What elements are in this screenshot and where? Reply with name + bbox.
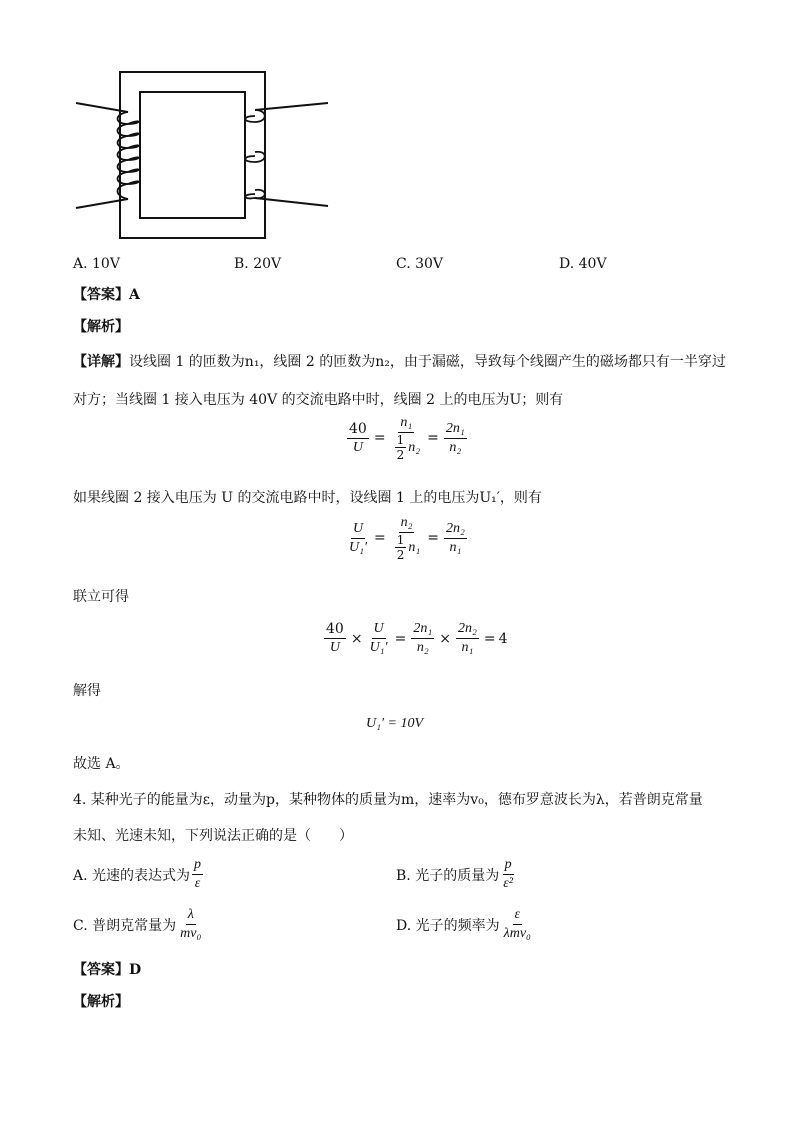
q4-option-c-label: C. 普朗克常量为: [73, 917, 177, 934]
q3-detail-line2: 对方；当线圈 1 接入电压为 40V 的交流电路中时，线圈 2 上的电压为U；则有: [73, 392, 564, 408]
eq2-half-den: 2: [396, 548, 405, 562]
detail-tag: 【详解】: [73, 354, 129, 370]
eq3-c-num: 2n₁: [411, 620, 434, 639]
eq3-b-num: U: [372, 620, 386, 639]
q3-option-c: C. 30V: [396, 256, 444, 272]
eq1-mid-den-n: n₂: [408, 439, 421, 455]
eq1-half-num: 1: [396, 433, 405, 447]
core-outer: [120, 72, 265, 238]
equation-3: $\frac{40}{U}$ × $\frac{U}{\text{U₁′}}$ = $\frac{\text{2n₁}}{\text{n₂}}$ × $\frac{\text{2n₂}}{\text{n₁}}$ = 4: [326, 621, 508, 655]
q4-line1: 4. 某种光子的能量为ε，动量为p，某种物体的质量为m，速率为v₀，德布罗意波长为λ，若普朗克常量: [73, 792, 703, 808]
eq3-d-den: n₁: [461, 640, 474, 655]
eq2-rhs-den: n₁: [449, 539, 462, 555]
q3-detail-line1: [73, 352, 726, 372]
q3-choose: 故选 A。: [73, 756, 130, 772]
right-coil: [245, 110, 265, 198]
q3-result-text: U₁′ = 10V: [366, 716, 424, 731]
q4-option-c-num: λ: [186, 906, 196, 925]
q4-line2: 未知、光速未知，下列说法正确的是（ ）: [73, 828, 353, 844]
q4-option-c: [73, 906, 205, 943]
eq2-mid-num: n₂: [399, 514, 415, 533]
q3-analysis-heading: 【解析】: [73, 319, 129, 335]
eq2-lhs-den: U₁′: [349, 539, 368, 555]
q3-option-a: A. 10V: [73, 256, 120, 272]
q4-option-a-den: ε: [194, 876, 201, 891]
q4-option-a-label: A. 光速的表达式为: [73, 867, 191, 884]
q4-analysis-heading: 【解析】: [73, 994, 129, 1010]
eq3-b-den: U₁′: [369, 640, 388, 655]
eq2-lhs-num: U: [351, 520, 365, 539]
q4-option-b-num: p: [503, 856, 514, 875]
q4-option-d: [396, 906, 535, 943]
eq3-a-den: U: [329, 640, 340, 655]
eq3-d-num: 2n₂: [456, 620, 479, 639]
eq1-lhs-den: U: [352, 439, 363, 455]
q4-answer: 【答案】D: [73, 962, 142, 978]
q3-text-solve: 解得: [73, 683, 101, 699]
eq3-a-num: 40: [326, 621, 344, 637]
transformer-diagram: [70, 66, 340, 244]
eq2-half-num: 1: [396, 533, 405, 547]
q4-option-b-label: B. 光子的质量为: [396, 867, 500, 884]
eq1-mid-num: n₁: [398, 414, 414, 433]
q4-option-a-num: p: [192, 856, 203, 875]
eq1-rhs-num: 2n₁: [444, 420, 467, 439]
eq3-result: 4: [498, 630, 508, 647]
q4-option-d-den: λmv₀: [503, 926, 531, 941]
equation-1: $\frac{40}{U}$ = n₁ $\frac{1}{2}$ n₂ = $\frac{\text{2n₁}}{\text{n₂}}$: [349, 415, 465, 462]
q4-option-b-den: ε²: [503, 876, 513, 891]
equation-2: $\frac{U}{\text{U₁′}}$ = n₂ $\frac{1}{2}$ n₁ = $\frac{\text{2n₂}}{\text{n₁}}$: [349, 515, 465, 562]
eq1-lhs-num: 40: [349, 420, 367, 437]
eq3-c-den: n₂: [416, 640, 429, 655]
eq1-rhs-den: n₂: [449, 439, 462, 455]
q4-option-a: [73, 856, 205, 893]
q3-answer: 【答案】A: [73, 287, 140, 303]
q3-option-b: B. 20V: [234, 256, 282, 272]
eq1-half-den: 2: [396, 448, 405, 462]
q4-option-c-den: mv₀: [180, 926, 202, 941]
q4-option-d-num: ε: [513, 906, 523, 925]
eq2-mid-den-n: n₁: [408, 539, 421, 555]
q4-option-d-label: D. 光子的频率为: [396, 917, 500, 934]
q3-text-combine: 联立可得: [73, 589, 129, 605]
q3-text-if: 如果线圈 2 接入电压为 U 的交流电路中时，设线圈 1 上的电压为U₁′，则有: [73, 490, 542, 506]
eq2-rhs-num: 2n₂: [444, 520, 467, 539]
q3-option-d: D. 40V: [559, 256, 607, 272]
detail-text-1: 设线圈 1 的匝数为n₁，线圈 2 的匝数为n₂，由于漏磁，导致每个线圈产生的磁场都只有一半穿过: [129, 354, 726, 370]
q4-option-b: [396, 856, 517, 893]
core-inner: [140, 92, 245, 218]
q3-result: [366, 716, 423, 732]
